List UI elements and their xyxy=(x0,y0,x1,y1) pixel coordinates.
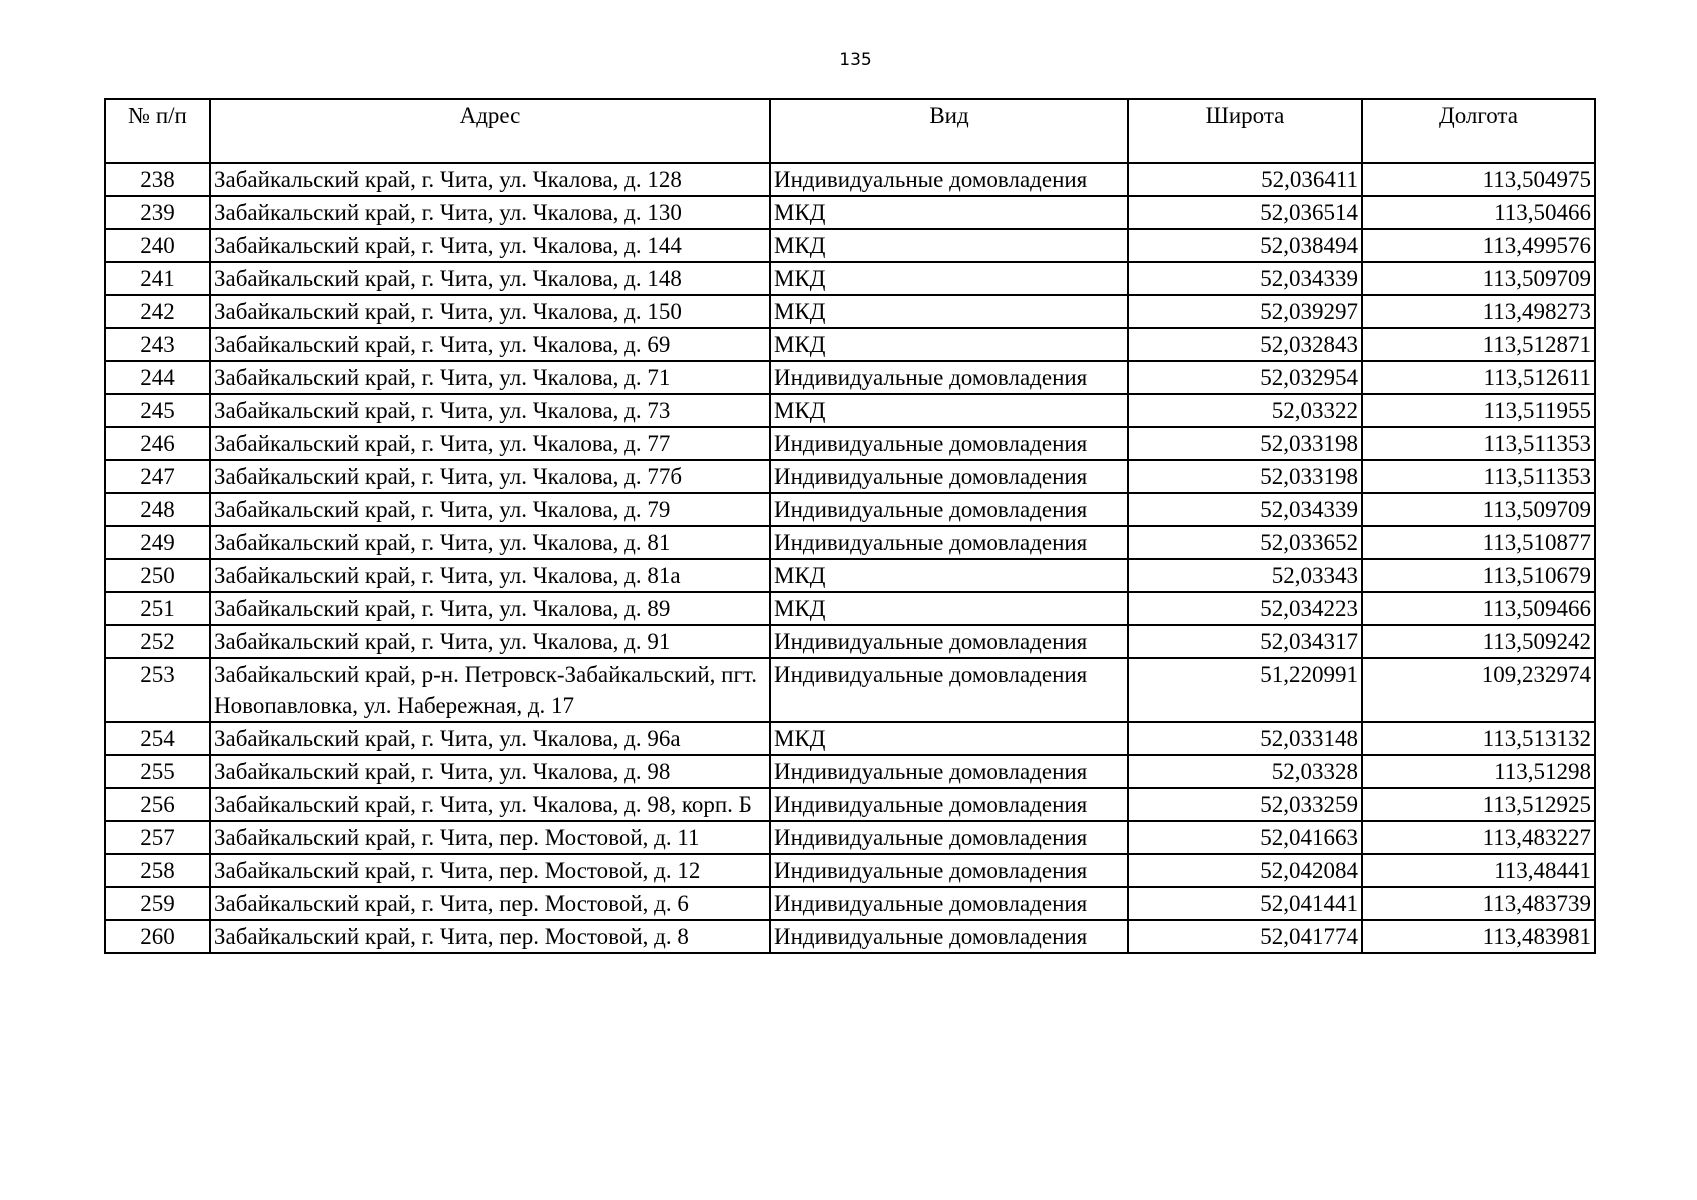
row-number: 250 xyxy=(105,559,210,592)
row-number: 242 xyxy=(105,295,210,328)
row-latitude: 52,041774 xyxy=(1128,920,1362,953)
row-longitude: 113,509242 xyxy=(1362,625,1595,658)
row-number: 240 xyxy=(105,229,210,262)
row-type: МКД xyxy=(770,328,1128,361)
row-address: Забайкальский край, г. Чита, ул. Чкалова, д. 130 xyxy=(210,196,770,229)
row-type: Индивидуальные домовладения xyxy=(770,493,1128,526)
row-address: Забайкальский край, г. Чита, ул. Чкалова, д. 73 xyxy=(210,394,770,427)
header-latitude: Широта xyxy=(1128,99,1362,163)
row-type: Индивидуальные домовладения xyxy=(770,658,1128,722)
row-longitude: 113,509709 xyxy=(1362,493,1595,526)
table-row xyxy=(105,592,1595,625)
row-type: Индивидуальные домовладения xyxy=(770,788,1128,821)
row-latitude: 52,034317 xyxy=(1128,625,1362,658)
row-latitude: 52,036411 xyxy=(1128,163,1362,196)
row-type: МКД xyxy=(770,722,1128,755)
row-latitude: 52,03322 xyxy=(1128,394,1362,427)
table-row xyxy=(105,658,1595,722)
row-number: 255 xyxy=(105,755,210,788)
row-number: 259 xyxy=(105,887,210,920)
row-type: Индивидуальные домовладения xyxy=(770,920,1128,953)
row-number: 243 xyxy=(105,328,210,361)
row-address: Забайкальский край, г. Чита, ул. Чкалова, д. 91 xyxy=(210,625,770,658)
header-longitude: Долгота xyxy=(1362,99,1595,163)
row-number: 238 xyxy=(105,163,210,196)
row-type: Индивидуальные домовладения xyxy=(770,460,1128,493)
table-row xyxy=(105,460,1595,493)
row-address: Забайкальский край, г. Чита, пер. Мостовой, д. 11 xyxy=(210,821,770,854)
table-row xyxy=(105,821,1595,854)
page-number: 135 xyxy=(839,50,872,70)
row-type: Индивидуальные домовладения xyxy=(770,887,1128,920)
row-address: Забайкальский край, г. Чита, ул. Чкалова, д. 79 xyxy=(210,493,770,526)
row-longitude: 113,510877 xyxy=(1362,526,1595,559)
row-longitude: 113,512871 xyxy=(1362,328,1595,361)
row-type: Индивидуальные домовладения xyxy=(770,821,1128,854)
row-longitude: 113,504975 xyxy=(1362,163,1595,196)
row-type: МКД xyxy=(770,196,1128,229)
table-row xyxy=(105,262,1595,295)
row-type: МКД xyxy=(770,592,1128,625)
row-type: Индивидуальные домовладения xyxy=(770,854,1128,887)
table-row xyxy=(105,625,1595,658)
table-row xyxy=(105,722,1595,755)
row-number: 245 xyxy=(105,394,210,427)
table-row xyxy=(105,394,1595,427)
row-number: 246 xyxy=(105,427,210,460)
row-number: 260 xyxy=(105,920,210,953)
row-address: Забайкальский край, г. Чита, ул. Чкалова, д. 81а xyxy=(210,559,770,592)
row-longitude: 113,513132 xyxy=(1362,722,1595,755)
row-longitude: 113,511353 xyxy=(1362,427,1595,460)
row-longitude: 113,51298 xyxy=(1362,755,1595,788)
row-latitude: 52,033652 xyxy=(1128,526,1362,559)
row-number: 244 xyxy=(105,361,210,394)
row-latitude: 52,034223 xyxy=(1128,592,1362,625)
row-number: 247 xyxy=(105,460,210,493)
table-row xyxy=(105,788,1595,821)
row-longitude: 113,48441 xyxy=(1362,854,1595,887)
table-row xyxy=(105,887,1595,920)
row-number: 248 xyxy=(105,493,210,526)
row-latitude: 52,041441 xyxy=(1128,887,1362,920)
row-type: МКД xyxy=(770,394,1128,427)
row-number: 239 xyxy=(105,196,210,229)
row-latitude: 52,033148 xyxy=(1128,722,1362,755)
table-row xyxy=(105,755,1595,788)
table-row xyxy=(105,493,1595,526)
table-header-row xyxy=(105,99,1595,163)
row-type: Индивидуальные домовладения xyxy=(770,361,1128,394)
row-longitude: 113,483227 xyxy=(1362,821,1595,854)
row-address: Забайкальский край, г. Чита, ул. Чкалова, д. 69 xyxy=(210,328,770,361)
row-type: МКД xyxy=(770,262,1128,295)
table-row xyxy=(105,361,1595,394)
row-address: Забайкальский край, г. Чита, ул. Чкалова, д. 81 xyxy=(210,526,770,559)
row-longitude: 113,512611 xyxy=(1362,361,1595,394)
row-address: Забайкальский край, г. Чита, ул. Чкалова, д. 98 xyxy=(210,755,770,788)
row-address: Забайкальский край, г. Чита, ул. Чкалова, д. 148 xyxy=(210,262,770,295)
row-number: 252 xyxy=(105,625,210,658)
row-longitude: 113,483981 xyxy=(1362,920,1595,953)
row-longitude: 113,511955 xyxy=(1362,394,1595,427)
row-latitude: 52,03343 xyxy=(1128,559,1362,592)
row-latitude: 52,033259 xyxy=(1128,788,1362,821)
row-type: Индивидуальные домовладения xyxy=(770,755,1128,788)
row-latitude: 52,036514 xyxy=(1128,196,1362,229)
table-row xyxy=(105,295,1595,328)
table-row xyxy=(105,427,1595,460)
row-address: Забайкальский край, г. Чита, ул. Чкалова, д. 144 xyxy=(210,229,770,262)
row-address: Забайкальский край, г. Чита, ул. Чкалова, д. 98, корп. Б xyxy=(210,788,770,821)
row-longitude: 113,499576 xyxy=(1362,229,1595,262)
row-type: МКД xyxy=(770,559,1128,592)
row-latitude: 52,034339 xyxy=(1128,493,1362,526)
row-type: Индивидуальные домовладения xyxy=(770,427,1128,460)
row-latitude: 52,032843 xyxy=(1128,328,1362,361)
row-longitude: 113,512925 xyxy=(1362,788,1595,821)
row-address: Забайкальский край, р-н. Петровск-Забайкальский, пгт. Новопавловка, ул. Набережная, д. 17 xyxy=(210,658,770,722)
row-longitude: 113,509709 xyxy=(1362,262,1595,295)
table-row xyxy=(105,328,1595,361)
row-number: 251 xyxy=(105,592,210,625)
table-row xyxy=(105,559,1595,592)
header-address: Адрес xyxy=(210,99,770,163)
row-number: 249 xyxy=(105,526,210,559)
row-type: МКД xyxy=(770,295,1128,328)
row-latitude: 52,039297 xyxy=(1128,295,1362,328)
row-latitude: 52,033198 xyxy=(1128,460,1362,493)
row-number: 257 xyxy=(105,821,210,854)
row-number: 256 xyxy=(105,788,210,821)
row-longitude: 113,511353 xyxy=(1362,460,1595,493)
row-longitude: 109,232974 xyxy=(1362,658,1595,722)
table-row xyxy=(105,196,1595,229)
table-row xyxy=(105,163,1595,196)
row-address: Забайкальский край, г. Чита, ул. Чкалова, д. 71 xyxy=(210,361,770,394)
row-type: Индивидуальные домовладения xyxy=(770,625,1128,658)
row-address: Забайкальский край, г. Чита, ул. Чкалова, д. 89 xyxy=(210,592,770,625)
table-row xyxy=(105,229,1595,262)
row-longitude: 113,483739 xyxy=(1362,887,1595,920)
row-number: 253 xyxy=(105,658,210,722)
row-address: Забайкальский край, г. Чита, ул. Чкалова, д. 128 xyxy=(210,163,770,196)
row-latitude: 52,032954 xyxy=(1128,361,1362,394)
row-latitude: 52,038494 xyxy=(1128,229,1362,262)
row-address: Забайкальский край, г. Чита, ул. Чкалова, д. 150 xyxy=(210,295,770,328)
table-row xyxy=(105,854,1595,887)
row-latitude: 52,03328 xyxy=(1128,755,1362,788)
header-num: № п/п xyxy=(105,99,210,163)
row-latitude: 52,041663 xyxy=(1128,821,1362,854)
header-type: Вид xyxy=(770,99,1128,163)
row-longitude: 113,498273 xyxy=(1362,295,1595,328)
row-latitude: 52,042084 xyxy=(1128,854,1362,887)
row-address: Забайкальский край, г. Чита, ул. Чкалова, д. 77 xyxy=(210,427,770,460)
row-type: МКД xyxy=(770,229,1128,262)
row-latitude: 52,033198 xyxy=(1128,427,1362,460)
table-body xyxy=(105,163,1595,953)
row-latitude: 51,220991 xyxy=(1128,658,1362,722)
row-address: Забайкальский край, г. Чита, пер. Мостовой, д. 8 xyxy=(210,920,770,953)
row-type: Индивидуальные домовладения xyxy=(770,163,1128,196)
row-latitude: 52,034339 xyxy=(1128,262,1362,295)
row-number: 258 xyxy=(105,854,210,887)
row-type: Индивидуальные домовладения xyxy=(770,526,1128,559)
row-longitude: 113,509466 xyxy=(1362,592,1595,625)
row-number: 254 xyxy=(105,722,210,755)
row-address: Забайкальский край, г. Чита, ул. Чкалова, д. 96а xyxy=(210,722,770,755)
row-address: Забайкальский край, г. Чита, пер. Мостовой, д. 6 xyxy=(210,887,770,920)
row-address: Забайкальский край, г. Чита, ул. Чкалова, д. 77б xyxy=(210,460,770,493)
row-number: 241 xyxy=(105,262,210,295)
row-longitude: 113,510679 xyxy=(1362,559,1595,592)
row-address: Забайкальский край, г. Чита, пер. Мостовой, д. 12 xyxy=(210,854,770,887)
table-row xyxy=(105,920,1595,953)
row-longitude: 113,50466 xyxy=(1362,196,1595,229)
table-row xyxy=(105,526,1595,559)
address-table xyxy=(104,98,1596,954)
